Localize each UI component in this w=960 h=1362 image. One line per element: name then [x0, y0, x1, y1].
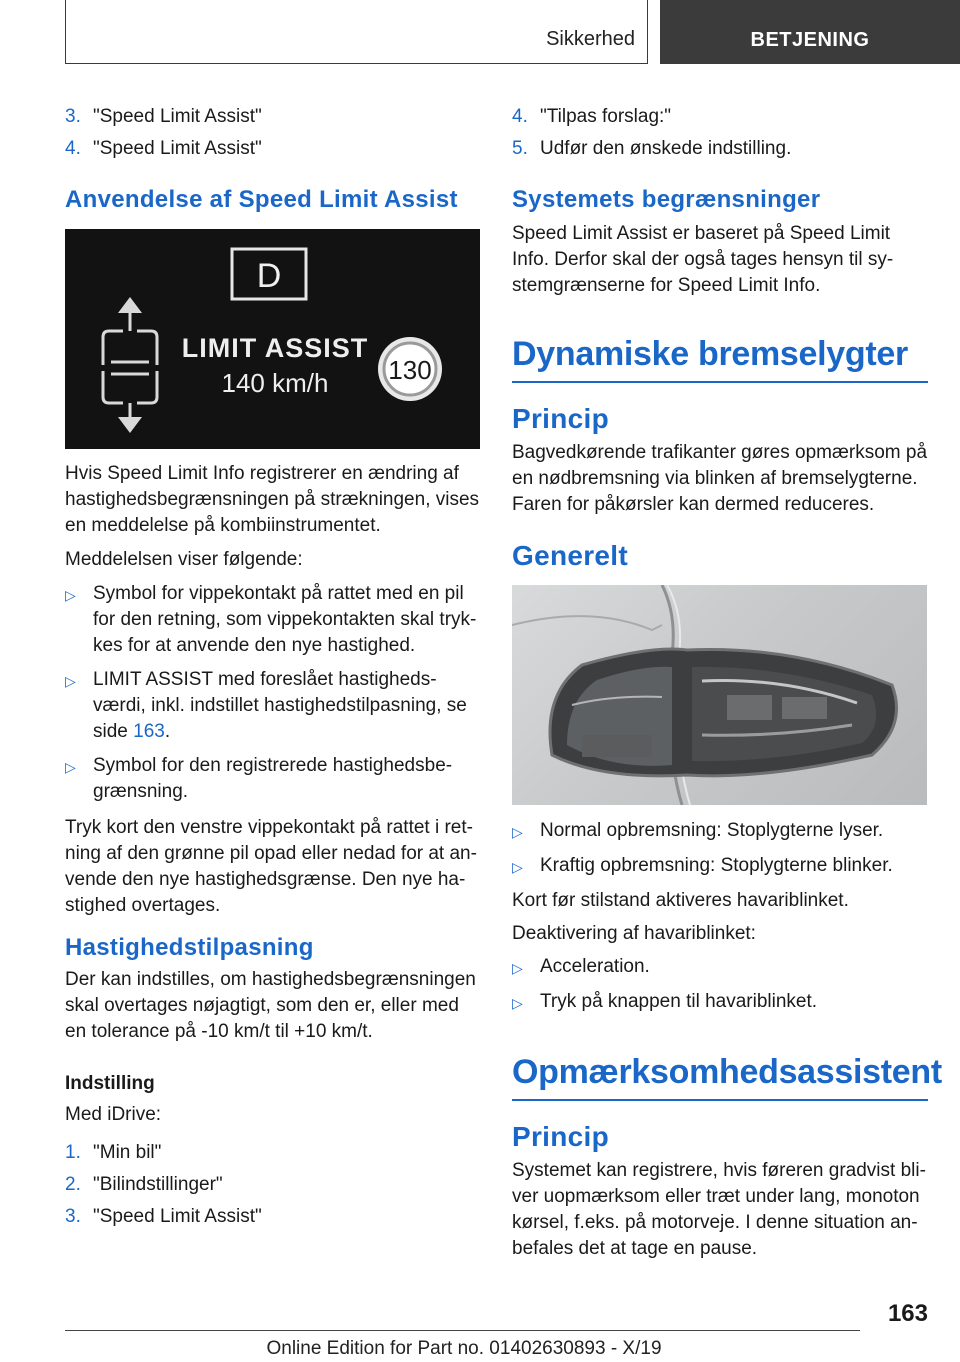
step-item: [512, 104, 928, 130]
bullet-icon: ▷: [512, 995, 523, 1011]
arrow-up-icon: [118, 297, 142, 313]
heading-principle: Princip: [512, 403, 610, 434]
tail-light-image: [512, 585, 927, 805]
paragraph: Bagvedkørende trafikanter gøres opmærksom på en nødbremsning via blinken af bremselygterne. Faren for påkørsler kan dermed reduceres.: [512, 442, 928, 515]
right-body-4: [512, 1158, 928, 1262]
page-number: 163: [887, 1300, 928, 1327]
footer-edition: Online Edition for Part no. 01402630893 - X/19: [266, 1338, 662, 1359]
heading-attention-assistant: Opmærksomhedsassistent: [512, 1051, 928, 1101]
bullet-text: LIMIT ASSIST med foreslået hastighedsværdi, inkl. indstillet hastighedstilpasning, se side: [93, 669, 467, 742]
paragraph: Kort før stilstand aktiveres havariblinket.: [512, 890, 849, 911]
heading-general: Generelt: [512, 540, 628, 571]
step-number: 4.: [512, 106, 528, 127]
paragraph: Speed Limit Assist er baseret på Speed Limit Info. Derfor skal der også tages hensyn til systemgrænserne for Speed Limit Info.: [512, 223, 894, 296]
step-text: "Tilpas forslag:": [540, 106, 672, 127]
left-body: [65, 461, 481, 919]
bullet-item: [65, 581, 481, 659]
step-number: 3.: [65, 106, 81, 127]
bullet-icon: ▷: [65, 673, 76, 689]
chapter-tab: BETJENING: [660, 0, 960, 64]
bullet-icon: ▷: [512, 824, 523, 840]
gear-letter: D: [256, 257, 282, 295]
heading-speed-adaptation: Hastighedstilpasning: [65, 934, 314, 961]
right-body-2: [512, 440, 928, 518]
paragraph: Der kan indstilles, om hastighedsbegrænsningen skal overtages nøjagtigt, som den er, eller med en tolerance på -10 km/t til +10 km/t.: [65, 969, 476, 1042]
step-number: 5.: [512, 138, 528, 159]
bullet-text: Symbol for vippekontakt på rattet med en pil for den retning, som vippekontakten skal trykkes for at anvende den nye hastighed.: [93, 583, 477, 656]
step-item: [65, 104, 481, 130]
bullet-text: Tryk på knappen til havariblinket.: [540, 991, 818, 1012]
bullet-text-end: .: [164, 721, 171, 742]
step-item: [65, 1204, 481, 1230]
right-body-3: [512, 818, 928, 1024]
arrow-down-icon: [118, 417, 142, 433]
tail-light-svg: [512, 585, 927, 805]
step-text: "Bilindstillinger": [93, 1174, 223, 1195]
rocker-switch-icon: [103, 307, 157, 423]
bullet-icon: ▷: [65, 587, 76, 603]
step-item: [512, 136, 928, 162]
page-link[interactable]: 163: [133, 721, 165, 742]
instrument-display-svg: [65, 229, 480, 449]
left-column: [65, 104, 481, 168]
step-text: "Speed Limit Assist": [93, 106, 262, 127]
paragraph: Med iDrive:: [65, 1104, 162, 1125]
step-item: [65, 136, 481, 162]
left-body-2: [65, 967, 481, 1045]
heading-setting: Indstilling: [65, 1073, 155, 1094]
section-title: Sikkerhed: [546, 28, 635, 50]
bullet-item: [512, 954, 928, 981]
step-number: 1.: [65, 1142, 81, 1163]
step-text: "Speed Limit Assist": [93, 138, 262, 159]
right-steps: [512, 104, 928, 168]
right-body-1: [512, 221, 928, 299]
heading-principle: Princip: [512, 1121, 610, 1152]
step-text: "Min bil": [93, 1142, 162, 1163]
step-number: 4.: [65, 138, 81, 159]
heading-speed-limit-use: Anvendelse af Speed Limit Assist: [65, 186, 458, 213]
footer-divider: [65, 1330, 860, 1331]
speed-text: 140 km/h: [221, 368, 329, 398]
bullet-item: [512, 818, 928, 845]
heading-system-limits: Systemets begrænsninger: [512, 186, 821, 213]
left-body-3: [65, 1102, 481, 1236]
paragraph: Meddelelsen viser følgende:: [65, 549, 303, 570]
limit-assist-text: LIMIT ASSIST: [181, 333, 369, 363]
bullet-text: Normal opbremsning: Stoplygterne lyser.: [540, 820, 884, 841]
paragraph: Deaktivering af havariblinket:: [512, 923, 756, 944]
instrument-display-image: [65, 229, 480, 449]
bullet-icon: ▷: [65, 759, 76, 775]
paragraph: Tryk kort den venstre vippekontakt på rattet i retning af den grønne pil opad eller nedad for at anvende den nye hastighedsgrænse. Den nye hastighed overtages.: [65, 817, 477, 916]
bullet-icon: ▷: [512, 960, 523, 976]
bullet-item: [512, 853, 928, 880]
bullet-text: Acceleration.: [540, 956, 650, 977]
step-item: [65, 1172, 481, 1198]
bullet-text: Kraftig opbremsning: Stoplygterne blinker.: [540, 855, 893, 876]
header-frame: [65, 0, 648, 64]
step-number: 3.: [65, 1206, 81, 1227]
step-number: 2.: [65, 1174, 81, 1195]
bullet-icon: ▷: [512, 859, 523, 875]
step-text: Udfør den ønskede indstilling.: [540, 138, 792, 159]
speed-sign-value: 130: [388, 355, 432, 385]
bullet-item: [65, 667, 481, 745]
bullet-item: [512, 989, 928, 1016]
paragraph: Systemet kan registrere, hvis føreren gradvist bliver uopmærksom eller træt under lang, monoton kørsel, f.eks. på motorveje. I denne situation anbefales det at tage en pause.: [512, 1160, 926, 1259]
bullet-text: Symbol for den registrerede hastighedsbegrænsning.: [93, 755, 453, 802]
bullet-item: [65, 753, 481, 805]
step-text: "Speed Limit Assist": [93, 1206, 262, 1227]
heading-dynamic-brake-lights: Dynamiske bremselygter: [512, 333, 928, 383]
paragraph: Hvis Speed Limit Info registrerer en ændring af hastighedsbegrænsningen på strækningen, vises en meddelelse på kombiinstrumentet.: [65, 463, 480, 536]
step-item: [65, 1140, 481, 1166]
